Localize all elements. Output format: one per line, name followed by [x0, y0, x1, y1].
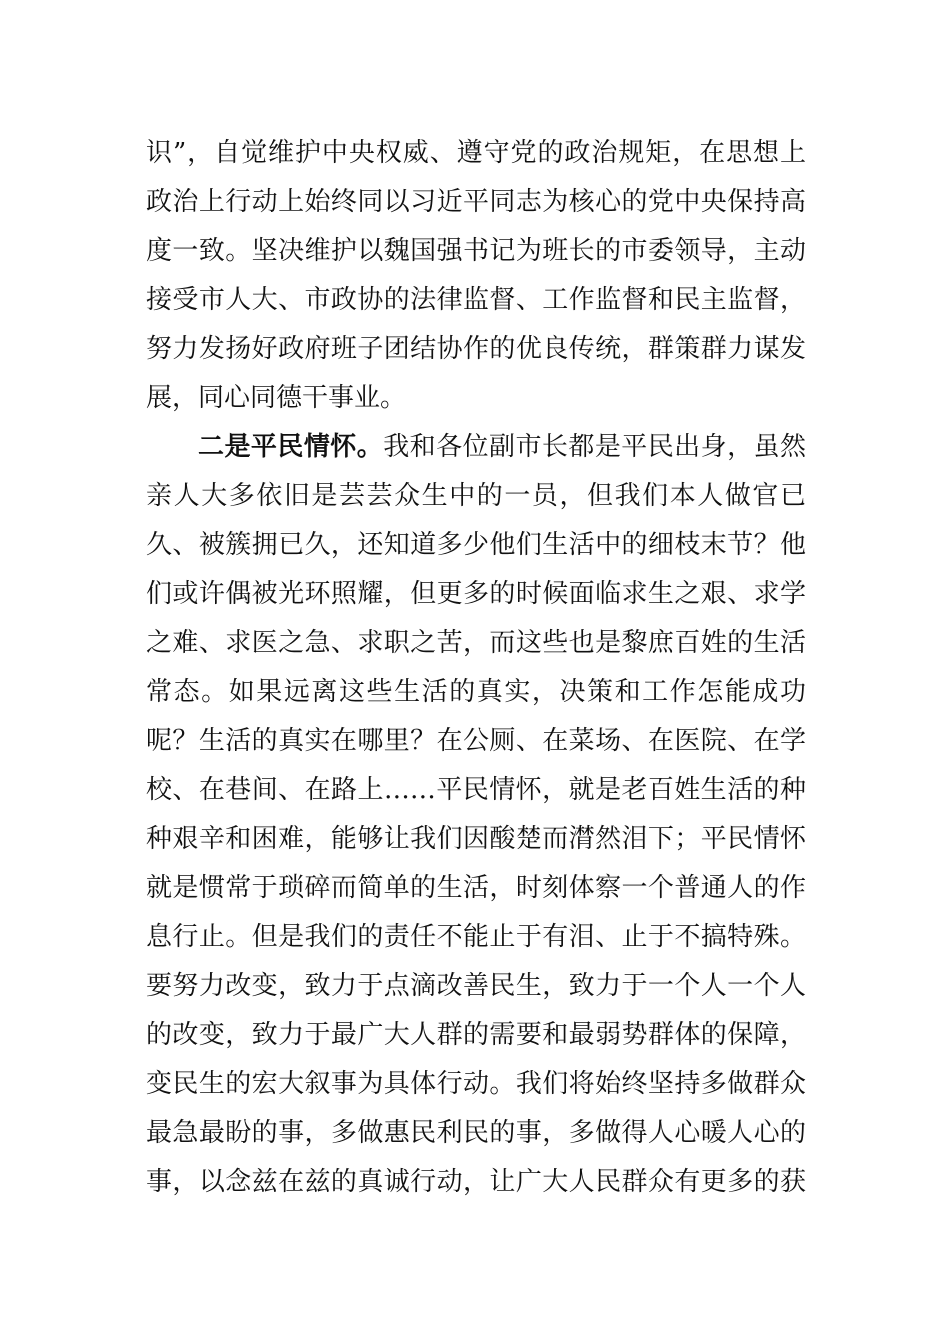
paragraph-line: 校、在巷间、在路上……平民情怀，就是老百姓生活的种 [146, 775, 806, 805]
paragraph-line: 息行止。但是我们的责任不能止于有泪、止于不搞特殊。 [146, 922, 806, 952]
paragraph-line: 最急最盼的事，多做惠民利民的事，多做得人心暖人心的 [146, 1118, 806, 1148]
paragraph-line: 之难、求医之急、求职之苦，而这些也是黎庶百姓的生活 [146, 628, 806, 658]
paragraph-line: 亲人大多依旧是芸芸众生中的一员，但我们本人做官已 [146, 481, 806, 511]
paragraph-line: 变民生的宏大叙事为具体行动。我们将始终坚持多做群众 [146, 1069, 806, 1099]
paragraph-line: 努力发扬好政府班子团结协作的优良传统，群策群力谋发 [146, 334, 806, 364]
document-body [146, 129, 806, 1207]
paragraph-line: 久、被簇拥已久，还知道多少他们生活中的细枝末节？他 [146, 530, 806, 560]
section-heading: 二是平民情怀。 [198, 432, 384, 462]
paragraph-line: 呢？生活的真实在哪里？在公厕、在菜场、在医院、在学 [146, 726, 806, 756]
paragraph-line: 们或许偶被光环照耀，但更多的时候面临求生之艰、求学 [146, 579, 806, 609]
paragraph-line: 接受市人大、市政协的法律监督、工作监督和民主监督， [146, 285, 806, 315]
paragraph-line: 识”，自觉维护中央权威、遵守党的政治规矩，在思想上 [146, 138, 806, 168]
paragraph-line: 事，以念兹在兹的真诚行动，让广大人民群众有更多的获 [146, 1167, 806, 1197]
paragraph-first-line [146, 423, 806, 472]
paragraph-line-rest: 我和各位副市长都是平民出身，虽然 [383, 432, 806, 462]
paragraph-line: 要努力改变，致力于点滴改善民生，致力于一个人一个人 [146, 971, 806, 1001]
paragraph-line: 的改变，致力于最广大人群的需要和最弱势群体的保障， [146, 1020, 806, 1050]
paragraph-line: 度一致。坚决维护以魏国强书记为班长的市委领导，主动 [146, 236, 806, 266]
paragraph-line: 政治上行动上始终同以习近平同志为核心的党中央保持高 [146, 187, 806, 217]
paragraph-line: 种艰辛和困难，能够让我们因酸楚而潸然泪下；平民情怀 [146, 824, 806, 854]
paragraph-line: 常态。如果远离这些生活的真实，决策和工作怎能成功 [146, 677, 806, 707]
paragraph-line: 展，同心同德干事业。 [146, 383, 407, 413]
paragraph-line: 就是惯常于琐碎而简单的生活，时刻体察一个普通人的作 [146, 873, 806, 903]
